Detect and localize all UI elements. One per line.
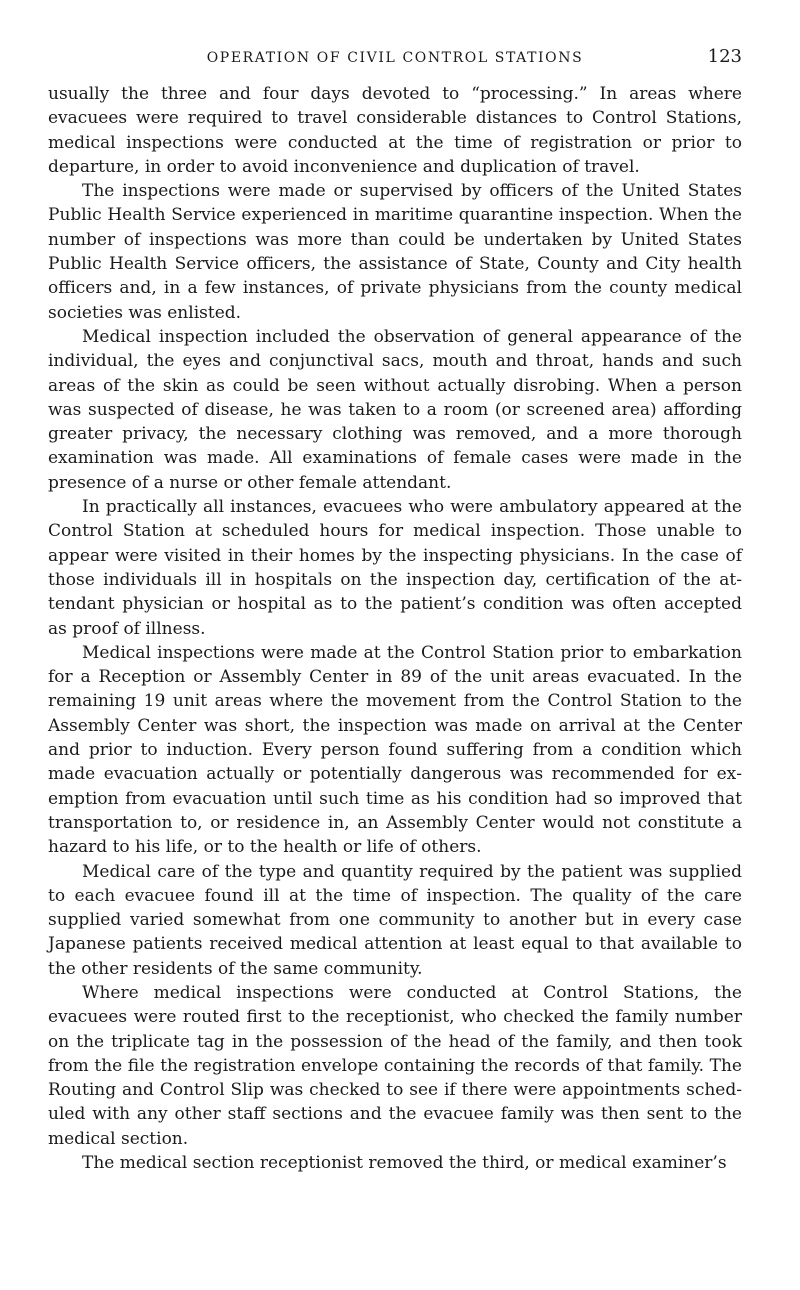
- paragraph-medical-inspection-scope: Medical inspection included the observation of general appearance of the individual, the eyes and conjunctival sacs, mouth and throat, hands and such areas of the skin as could be seen without actually disrobing. When a person was suspected of disease, he was taken to a room (or screened area) affording greater privacy, the necessary clothing was removed, and a more thorough examination was made. All examinations of female cases were made in the presence of a nurse or other female attendant.: [48, 326, 742, 493]
- paragraph-medical-receptionist: The medical section receptionist removed the third, or medical examiner’s: [82, 1153, 727, 1174]
- running-head: [48, 46, 742, 82]
- paragraph-medical-care: Medical care of the type and quantity required by the patient was supplied to each evacuee found ill at the time of inspection. The quality of the care supplied varied somewhat from one community to another but in every case Japanese patients received medical attention at least equal to that available to the other residents of the same community.: [48, 861, 742, 979]
- paragraph-ambulatory-evacuees: In practically all instances, evacuees who were ambulatory appeared at the Control Station at scheduled hours for medical inspection. Those unable to appear were visited in their homes by the inspecting physicians. In the case of those individuals ill in hospitals on the inspection day, certification of the attendant physician or hospital as to the patient’s condition was often accepted as proof of illness.: [48, 497, 742, 639]
- paragraph-continued: usually the three and four days devoted to “processing.” In areas where evacuees were required to travel considerable distances to Control Stations, medical inspections were conducted at the time of registration or prior to departure, in order to avoid inconvenience and duplication of travel.: [48, 84, 742, 177]
- page-number: 123: [707, 46, 742, 67]
- body-text: [48, 82, 742, 1175]
- paragraph-inspection-locations: Medical inspections were made at the Control Station prior to embarkation for a Reception or Assembly Center in 89 of the unit areas evacuated. In the remaining 19 unit areas where the movement from the Control Station to the Assembly Center was short, the inspection was made on arrival at the Center and prior to induction. Every person found suffering from a condition which made evacuation actually or potentially dangerous was recommended for exemption from evacuation until such time as his condition had so improved that transportation to, or residence in, an Assembly Center would not constitute a hazard to his life, or to the health or life of others.: [48, 642, 742, 858]
- running-title: OPERATION OF CIVIL CONTROL STATIONS: [206, 50, 584, 66]
- paragraph-routing: Where medical inspections were conducted at Control Stations, the evacuees were routed first to the receptionist, who checked the family number on the triplicate tag in the possession of the head of the family, and then took from the file the registration envelope containing the records of that family. The Routing and Control Slip was checked to see if there were appointments scheduled with any other staff sections and the evacuee family was then sent to the medical section.: [48, 982, 742, 1149]
- document-page: [48, 46, 742, 1175]
- paragraph-inspections-supervised: The inspections were made or supervised by officers of the United States Public Health Service experienced in maritime quarantine inspection. When the number of inspections was more than could be undertaken by United States Public Health Service officers, the assistance of State, County and City health officers and, in a few instances, of private physicians from the county medical societies was enlisted.: [48, 181, 742, 323]
